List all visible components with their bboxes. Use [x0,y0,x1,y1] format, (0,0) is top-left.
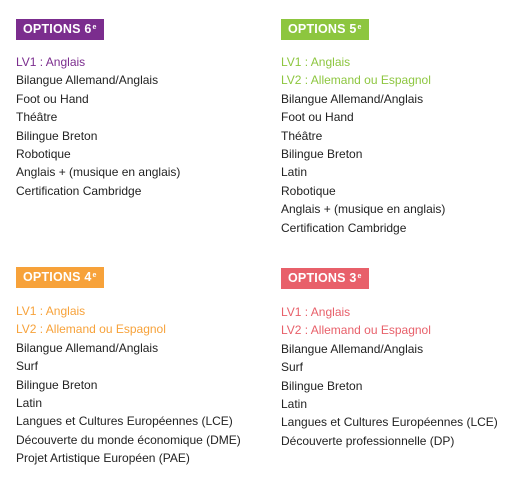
options-6e-badge: OPTIONS 6e [16,19,104,40]
option-item: Découverte du monde économique (DME) [16,432,241,447]
option-item: Langues et Cultures Européennes (LCE) [281,415,498,430]
option-item: Langues et Cultures Européennes (LCE) [16,414,233,429]
option-item: Latin [281,165,308,180]
option-item: Projet Artistique Européen (PAE) [16,451,190,466]
options-6e-section [16,19,180,200]
options-6e-list [16,53,180,200]
option-item: Théâtre [281,128,323,143]
option-item: LV2 : Allemand ou Espagnol [16,322,166,337]
option-item: Bilingue Breton [16,377,98,392]
option-item: Robotique [16,147,71,162]
option-item: LV2 : Allemand ou Espagnol [281,73,431,88]
option-item: Certification Cambridge [16,183,142,198]
option-item: LV1 : Anglais [281,305,351,319]
options-5e-badge: OPTIONS 5e [281,19,369,40]
option-item: Anglais + (musique en anglais) [16,165,181,180]
options-4e-badge: OPTIONS 4e [16,267,104,288]
option-item: Surf [281,360,304,375]
options-4e-section [16,267,241,468]
option-item: Certification Cambridge [281,220,407,235]
option-item: Anglais + (musique en anglais) [281,202,446,217]
option-item: LV1 : Anglais [16,55,86,69]
option-item: Latin [281,397,308,412]
option-item: Théâtre [16,110,58,125]
option-item: LV1 : Anglais [281,55,351,69]
option-item: Bilingue Breton [281,147,363,162]
options-4e-list [16,302,241,468]
option-item: Bilingue Breton [16,128,98,143]
option-item: LV1 : Anglais [16,304,86,318]
option-item: Surf [16,359,39,374]
option-item: Foot ou Hand [16,91,89,106]
options-3e-badge: OPTIONS 3e [281,268,369,289]
option-item: Robotique [281,183,336,198]
option-item: Bilangue Allemand/Anglais [16,73,159,88]
options-5e-section [281,19,445,237]
option-item: Bilingue Breton [281,378,363,393]
option-item: Bilangue Allemand/Anglais [281,341,424,356]
option-item: LV2 : Allemand ou Espagnol [281,323,431,338]
option-item: Foot ou Hand [281,110,354,125]
option-item: Bilangue Allemand/Anglais [16,340,159,355]
options-5e-list [281,53,445,237]
options-3e-list [281,303,498,450]
option-item: Latin [16,396,43,411]
option-item: Bilangue Allemand/Anglais [281,91,424,106]
options-3e-section [281,268,498,450]
option-item: Découverte professionnelle (DP) [281,433,455,448]
